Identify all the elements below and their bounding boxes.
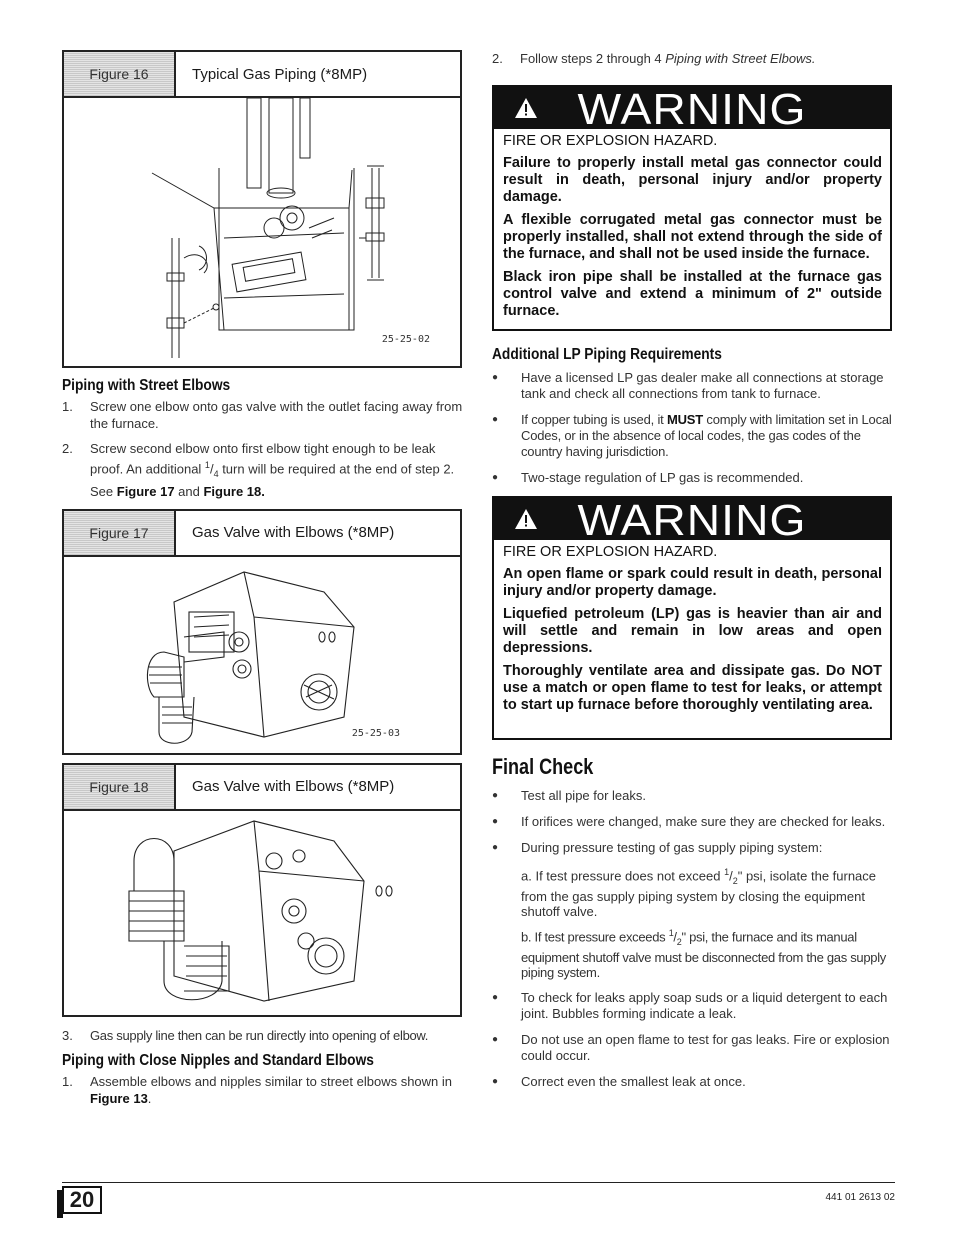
street-step-1 (62, 398, 464, 432)
warning-triangle-icon (514, 97, 538, 119)
figure-header (64, 765, 460, 811)
step-text: Gas supply line then can be run directly into opening of elbow. (90, 1027, 429, 1043)
warning-banner (494, 85, 890, 134)
figure-header (64, 52, 460, 98)
list-item (492, 412, 894, 460)
list-item-text: Two-stage regulation of LP gas is recommended. (521, 470, 804, 485)
warning-word: WARNING (577, 496, 807, 545)
figure-18-ref: Figure 18. (203, 483, 265, 499)
document-number: 441 01 2613 02 (825, 1192, 895, 1203)
fraction-denominator: 2 (676, 936, 682, 947)
lp-bullet-list (492, 370, 894, 486)
close-nipples-heading: Piping with Close Nipples and Standard Elbows (62, 1051, 374, 1069)
sub-item-text: b. If test pressure exceeds (521, 929, 669, 945)
step-number: 1. (62, 1073, 73, 1089)
warning-paragraph: An open flame or spark could result in death, personal injury and/or property damage. (503, 566, 882, 599)
figure-13-ref: Figure 13 (90, 1090, 148, 1106)
figure-code: 25-25-03 (351, 727, 400, 739)
final-check-list (492, 788, 894, 1090)
list-item (492, 370, 894, 402)
list-item (492, 814, 894, 830)
figure-code: 25-25-02 (381, 334, 430, 345)
figure-16 (62, 50, 462, 368)
step-number: 3. (62, 1027, 73, 1043)
step-number: 1. (62, 399, 73, 414)
hazard-title: FIRE OR EXPLOSION HAZARD. (503, 133, 718, 149)
figure-header (64, 511, 460, 557)
gas-valve-illustration (64, 557, 460, 753)
furnace-piping-illustration (64, 98, 460, 366)
list-item (492, 1032, 894, 1064)
warning-paragraph: Liquefied petroleum (LP) gas is heavier than air and will settle and remain in low areas and open depressions. (503, 606, 882, 656)
continued-step-2 (492, 50, 894, 67)
fraction-denominator: 2 (732, 875, 738, 886)
figure-title: Typical Gas Piping (*8MP) (192, 65, 368, 83)
list-item-text-part: If copper tubing is used, it (521, 412, 667, 427)
warning-paragraph: Thoroughly ventilate area and dissipate gas. Do NOT use a match or open flame to test for leaks, or attempt to start up furnace before thoroughly ventilating area. (503, 663, 882, 713)
bullet-icon: ● (492, 1075, 499, 1087)
footer-rule (62, 1182, 895, 1183)
list-item-text (521, 412, 894, 460)
step-text: Screw second elbow onto first elbow tight enough to be leak proof. An additional $^1/_4$ turn will be required at the end of step 2. See Figure 17 and Figure 18. (90, 441, 455, 499)
list-item-text: Do not use an open flame to test for gas leaks. Fire or explosion could occur. (521, 1031, 890, 1063)
bullet-icon: ● (492, 372, 499, 383)
figure-tab: Figure 16 (64, 52, 176, 96)
warning-box-2 (492, 496, 892, 740)
warning-paragraph: Black iron pipe shall be installed at the furnace gas control valve and extend a minimum of 2" outside furnace. (503, 269, 882, 319)
lp-piping-heading: Additional LP Piping Requirements (492, 346, 722, 363)
step-text-part: Assemble elbows and nipples similar to street elbows shown in (90, 1073, 453, 1089)
step-text-part: Follow steps 2 through 4 (520, 51, 666, 66)
final-check-heading: Final Check (492, 754, 594, 779)
figure-17 (62, 509, 462, 755)
figure-17-ref: Figure 17 (116, 483, 175, 499)
list-item (492, 990, 894, 1022)
left-column (62, 50, 464, 1107)
bullet-icon: ● (492, 816, 499, 827)
warning-paragraph: Failure to properly install metal gas connector could result in death, personal injury and/or property damage. (503, 155, 882, 205)
list-item-text: To check for leaks apply soap suds or a liquid detergent to each joint. Bubbles forming indicate a leak. (521, 989, 888, 1021)
gas-valve-illustration (64, 811, 460, 1015)
list-item (492, 1074, 894, 1090)
step-text-part: Screw second elbow onto first elbow tight enough to be leak proof. An additional (90, 441, 436, 477)
step-text-part: and (174, 483, 204, 499)
fraction-numerator: 1 (724, 867, 730, 877)
emphasis-must: MUST (666, 412, 703, 427)
right-column (492, 50, 894, 1100)
gas-valve-drawing (64, 811, 460, 1015)
warning-body (494, 129, 890, 328)
step-text: Screw one elbow onto gas valve with the outlet facing away from the furnace. (90, 399, 463, 431)
street-step-2 (62, 440, 464, 500)
gas-valve-drawing (64, 557, 460, 753)
warning-paragraph: A flexible corrugated metal gas connector must be properly installed, shall not extend through the side of the furnace, and shall not be used inside the furnace. (503, 212, 882, 262)
step-text-part: . (147, 1090, 152, 1106)
bullet-icon: ● (492, 790, 499, 801)
figure-tab: Figure 17 (64, 511, 176, 555)
close-step-1 (62, 1073, 464, 1107)
hazard-title: FIRE OR EXPLOSION HAZARD. (503, 544, 718, 560)
step-text (90, 1073, 464, 1107)
bullet-icon: ● (492, 991, 499, 1003)
bullet-icon: ● (492, 842, 499, 853)
list-item-text: If orifices were changed, make sure they are checked for leaks. (521, 814, 886, 829)
list-item-text: Test all pipe for leaks. (521, 788, 647, 803)
page-number: 20 (62, 1186, 102, 1214)
sub-item-text: " psi, isolate the furnace from the gas supply piping system by closing the equipment shutoff valve. (521, 868, 877, 919)
street-elbows-heading: Piping with Street Elbows (62, 377, 231, 394)
list-item (492, 470, 894, 486)
fraction-denominator: 4 (213, 468, 219, 479)
step-number: 2. (492, 51, 503, 66)
fraction-numerator: 1 (204, 460, 210, 470)
step-text-part: turn will be required at the end of step 2. See (90, 461, 455, 499)
section-ref: Piping with Street Elbows. (665, 51, 816, 66)
list-item (492, 788, 894, 804)
bullet-icon: ● (492, 472, 499, 483)
step-3 (62, 1027, 464, 1044)
bullet-icon: ● (492, 1033, 499, 1045)
list-item-text-part: comply with limitation set in Local Codes, or in the absence of local codes, the gas codes of the country having jurisdiction. (521, 412, 892, 459)
furnace-drawing (64, 98, 460, 366)
list-item-text (521, 840, 894, 980)
list-item-text: Correct even the smallest leak at once. (521, 1073, 746, 1089)
bullet-icon: ● (492, 414, 499, 425)
warning-word: WARNING (577, 85, 807, 134)
figure-tab: Figure 18 (64, 765, 176, 809)
warning-banner (494, 496, 890, 545)
warning-body (494, 540, 890, 722)
step-number: 2. (62, 441, 73, 456)
figure-title: Gas Valve with Elbows (*8MP) (192, 778, 395, 796)
list-item-text: Have a licensed LP gas dealer make all connections at storage tank and check all connections from tank to furnace. (521, 370, 884, 401)
fraction-numerator: 1 (668, 927, 674, 938)
warning-box-1 (492, 85, 892, 331)
figure-18 (62, 763, 462, 1017)
step-text (520, 50, 894, 67)
sub-item-text: " psi, the furnace and its manual equipment shutoff valve must be disconnected from the gas supply piping system. (521, 929, 887, 980)
sub-item-b: b. If test pressure exceeds $^1/_2$" psi, the furnace and its manual equipment shutoff valve must be disconnected from the gas supply piping system. (521, 927, 887, 980)
list-item-text-part: During pressure testing of gas supply piping system: (521, 840, 823, 855)
warning-triangle-icon (514, 508, 538, 530)
figure-title: Gas Valve with Elbows (*8MP) (192, 524, 395, 542)
list-item (492, 840, 894, 980)
sub-item-a: a. If test pressure does not exceed $^1/_2$" psi, isolate the furnace from the gas supply piping system by closing the equipment shutoff valve. (521, 867, 877, 919)
sub-item-text: a. If test pressure does not exceed (521, 868, 725, 884)
